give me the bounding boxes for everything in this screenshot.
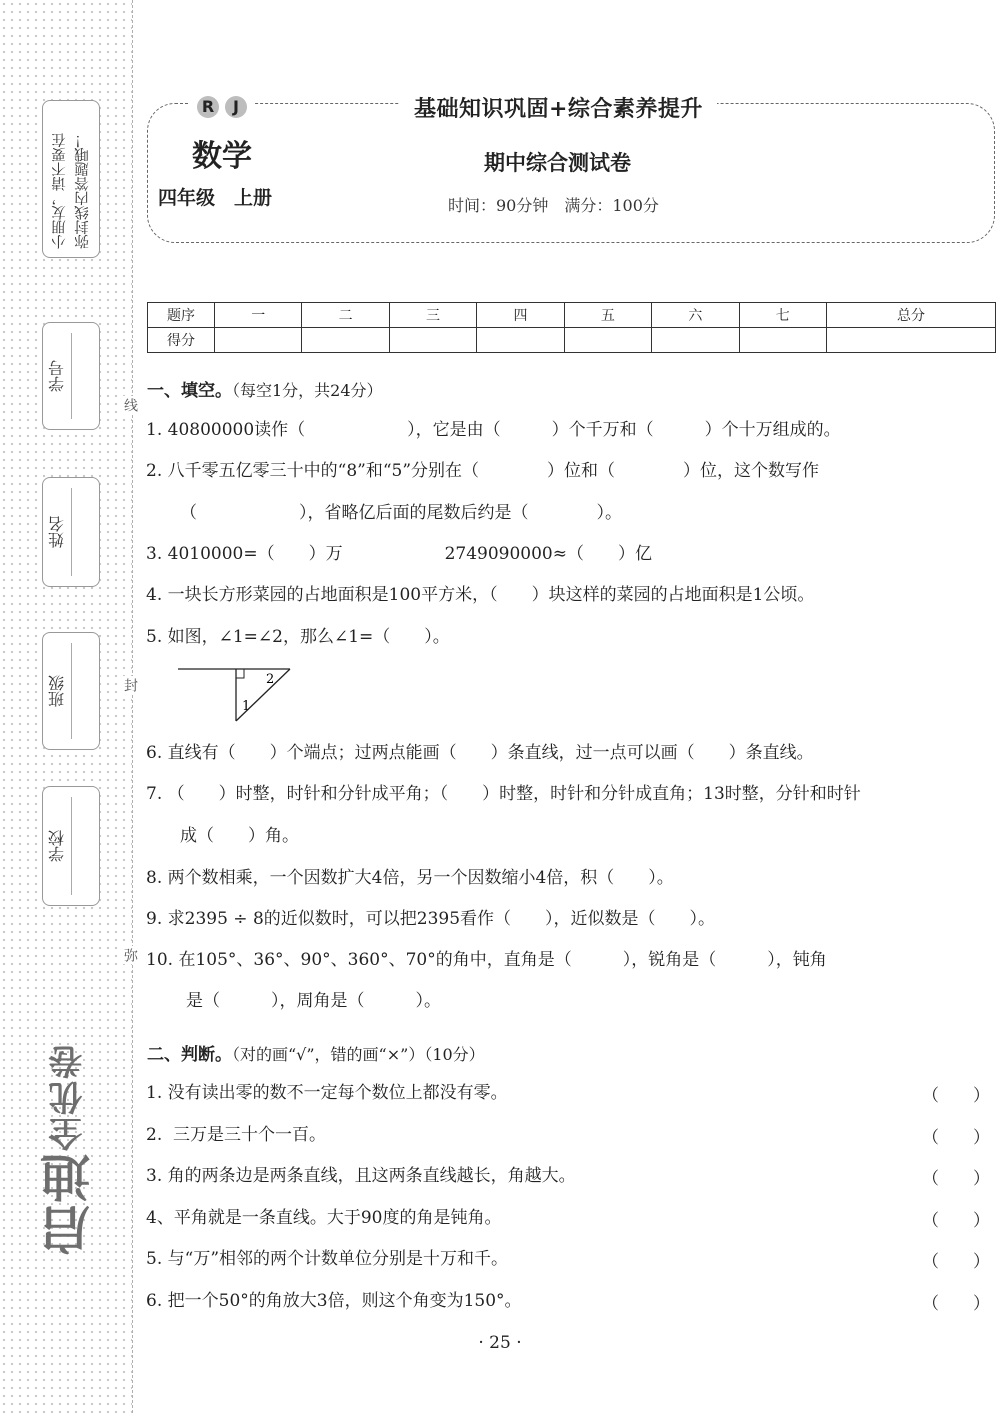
seal-mark-seal: 封 (122, 678, 138, 692)
question-3: 3. 4010000=（ ）万 2749090000≈（ ）亿 (146, 544, 652, 564)
section-2-title (147, 1040, 485, 1065)
table-cell: 七 (739, 303, 826, 328)
field-divider (71, 488, 72, 576)
table-cell: 二 (302, 303, 389, 328)
question-4: 4. 一块长方形菜园的占地面积是100平方米，（ ）块这样的菜园的占地面积是1公顷。 (146, 585, 815, 605)
question-10-cont: 是（ ），周角是（ ）。 (186, 991, 441, 1011)
question-5: 5. 如图，∠1=∠2，那么∠1=（ ）。 (146, 627, 450, 647)
judge-4: 4、平角就是一条直线。大于90度的角是钝角。 (146, 1208, 502, 1228)
answer-paren[interactable]: （ ） (922, 1252, 990, 1272)
table-cell: 五 (564, 303, 651, 328)
field-divider (71, 643, 72, 739)
score-cell[interactable] (477, 328, 564, 353)
section-note: （对的画“√”，错的画“×”）（10分） (232, 1045, 485, 1064)
score-cell[interactable] (739, 328, 826, 353)
angle-figure (178, 666, 298, 726)
judge-1: 1. 没有读出零的数不一定每个数位上都没有零。 (146, 1083, 508, 1103)
field-label: 学校 (47, 830, 67, 862)
seal-mark-mi: 弥 (122, 948, 138, 962)
brand-logo (38, 985, 100, 1255)
edition-badge (190, 94, 254, 120)
field-divider (71, 797, 72, 895)
score-cell[interactable] (302, 328, 389, 353)
section-title-text: 二、判断。 (147, 1045, 232, 1065)
field-school[interactable] (42, 786, 100, 906)
question-9: 9. 求2395 ÷ 8的近似数时，可以把2395看作（ ），近似数是（ ）。 (146, 909, 716, 929)
score-cell[interactable] (215, 328, 302, 353)
angle-label-2: 2 (266, 672, 275, 687)
section-note: （每空1分，共24分） (232, 381, 383, 400)
field-divider (71, 333, 72, 419)
grade-label: 四年级 上册 (158, 187, 273, 209)
score-cell[interactable] (652, 328, 739, 353)
subject-title: 数学 (192, 139, 252, 174)
badge-letter: J (225, 96, 247, 118)
field-class[interactable] (42, 632, 100, 750)
score-cell[interactable] (826, 328, 995, 353)
section-1-title (147, 376, 383, 401)
score-table (147, 302, 996, 353)
answer-paren[interactable]: （ ） (922, 1086, 990, 1106)
question-2-cont: （ ），省略亿后面的尾数后约是（ ）。 (180, 503, 622, 523)
table-cell: 一 (215, 303, 302, 328)
table-cell: 得分 (148, 328, 215, 353)
notice-box (42, 100, 100, 258)
table-cell: 四 (477, 303, 564, 328)
field-label: 学号 (47, 360, 67, 392)
answer-paren[interactable]: （ ） (922, 1169, 990, 1189)
question-10: 10. 在105°、36°、90°、360°、70°的角中，直角是（ ），锐角是（ ），钝角 (146, 950, 827, 970)
question-7-cont: 成（ ）角。 (180, 826, 299, 846)
answer-paren[interactable]: （ ） (922, 1294, 990, 1314)
question-1: 1. 40800000读作（ ），它是由（ ）个千万和（ ）个十万组成的。 (146, 420, 841, 440)
brand-small: 全优卷 (49, 1043, 89, 1151)
exam-title: 期中综合测试卷 (484, 150, 631, 175)
badge-letter: R (197, 96, 219, 118)
table-row (148, 303, 996, 328)
seal-mark-line: 线 (122, 398, 138, 412)
score-cell[interactable] (389, 328, 476, 353)
score-cell[interactable] (564, 328, 651, 353)
answer-paren[interactable]: （ ） (922, 1128, 990, 1148)
seal-line (132, 0, 133, 1413)
table-cell: 总分 (826, 303, 995, 328)
question-2: 2. 八千零五亿零三十中的“8”和“5”分别在（ ）位和（ ）位，这个数写作 (146, 461, 820, 481)
notice-line-1: 小朋友，请不要在 (52, 133, 68, 249)
judge-2: 2. 三万是三十个一百。 (146, 1125, 327, 1145)
table-cell: 六 (652, 303, 739, 328)
table-cell: 三 (389, 303, 476, 328)
table-row (148, 328, 996, 353)
question-8: 8. 两个数相乘，一个因数扩大4倍，另一个因数缩小4倍，积（ ）。 (146, 868, 674, 888)
page-number: · 25 · (478, 1333, 522, 1353)
section-title-text: 一、填空。 (147, 381, 232, 401)
field-label: 姓名 (47, 516, 67, 548)
brand-big: 启迪 (40, 1151, 98, 1255)
question-7: 7. （ ）时整，时针和分针成平角；（ ）时整，时针和分针成直角；13时整，分针和时针 (146, 784, 861, 804)
judge-5: 5. 与“万”相邻的两个计数单位分别是十万和千。 (146, 1249, 509, 1269)
table-cell: 题序 (148, 303, 215, 328)
judge-3: 3. 角的两条边是两条直线，且这两条直线越长，角越大。 (146, 1166, 576, 1186)
series-title: 基础知识巩固+综合素养提升 (400, 92, 717, 123)
question-6: 6. 直线有（ ）个端点；过两点能画（ ）条直线，过一点可以画（ ）条直线。 (146, 743, 814, 763)
notice-line-2: 弥封线内答题哦！ (75, 133, 91, 249)
field-label: 班级 (47, 675, 67, 707)
field-student-id[interactable] (42, 322, 100, 430)
judge-6: 6. 把一个50°的角放大3倍，则这个角变为150°。 (146, 1291, 522, 1311)
field-name[interactable] (42, 477, 100, 587)
angle-label-1: 1 (242, 699, 251, 714)
exam-info: 时间：90分钟 满分：100分 (448, 196, 659, 215)
answer-paren[interactable]: （ ） (922, 1211, 990, 1231)
